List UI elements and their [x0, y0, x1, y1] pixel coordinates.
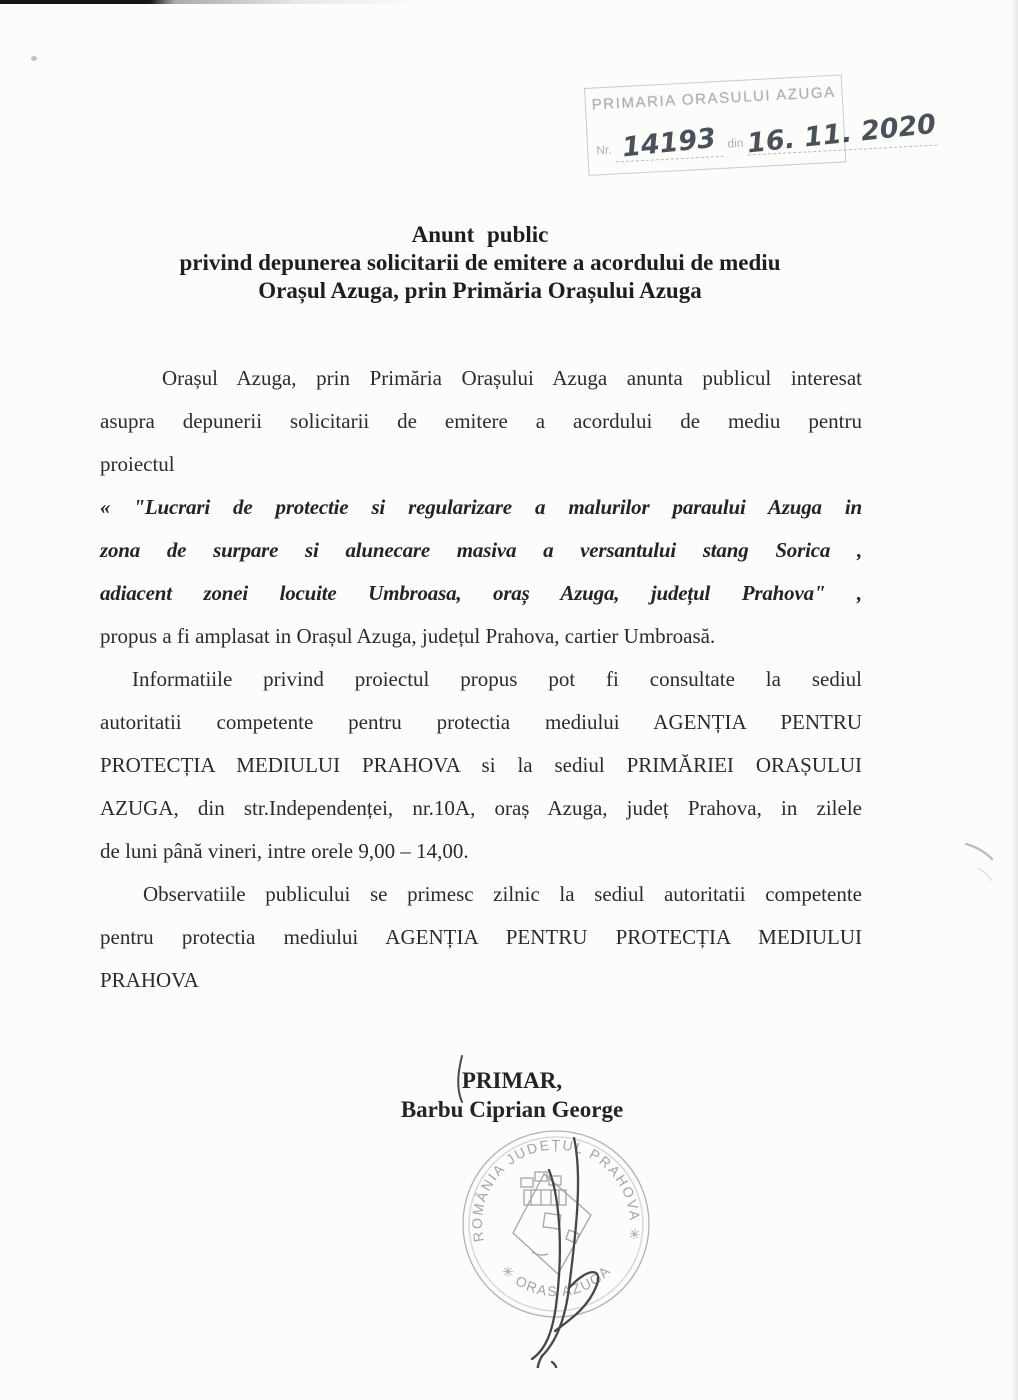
title-line-1: Anunt public	[411, 222, 549, 247]
body-line: « "Lucrari de protectie si regularizare a malurilor paraului Azuga in	[100, 495, 862, 519]
stamp-nr-value: 14193	[621, 122, 718, 164]
title-line-3: Orașul Azuga, prin Primăria Orașului Azuga	[258, 278, 702, 303]
stamp-date-value: 16. 11. 2020	[746, 108, 938, 160]
body-line: AZUGA, din str.Independenței, nr.10A, oraș Azuga, județ Prahova, in zilele	[100, 796, 862, 820]
document-title	[0, 221, 960, 305]
signature-name: Barbu Ciprian George	[400, 1097, 624, 1122]
document-body	[100, 357, 862, 1002]
official-seal	[428, 1112, 684, 1368]
scan-artifact-pen-mark	[958, 832, 1012, 888]
scan-artifact-right-edge	[1011, 0, 1018, 1400]
stamp-din-label: din	[727, 135, 744, 151]
body-line: autoritatii competente pentru protectia mediului AGENȚIA PENTRU	[100, 710, 862, 734]
title-line-2: privind depunerea solicitarii de emitere a acordului de mediu	[179, 250, 781, 275]
body-line: Observatiile publicului se primesc zilnic la sediul autoritatii competente	[143, 882, 862, 906]
body-line: de luni până vineri, intre orele 9,00 – 14,00.	[100, 839, 469, 863]
body-line: PRAHOVA	[100, 968, 199, 992]
body-line: propus a fi amplasat in Orașul Azuga, județul Prahova, cartier Umbroasă.	[100, 624, 716, 648]
body-line: adiacent zonei locuite Umbroasa, oraș Azuga, județul Prahova" ,	[100, 581, 862, 605]
body-line: PROTECȚIA MEDIULUI PRAHOVA si la sediul PRIMĂRIEI ORAȘULUI	[100, 753, 862, 777]
registration-stamp	[584, 74, 938, 175]
seal-top-text: ROMÂNIA JUDEȚUL PRAHOVA ✳	[468, 1136, 644, 1244]
scan-artifact-top-strip	[0, 0, 430, 4]
stamp-nr-label: Nr.	[595, 142, 612, 158]
body-line: asupra depunerii solicitarii de emitere a acordului de mediu pentru	[100, 409, 862, 433]
body-line: proiectul	[100, 452, 175, 476]
signature-role: PRIMAR,	[461, 1068, 563, 1093]
body-line: zona de surpare si alunecare masiva a versantului stang Sorica ,	[100, 538, 862, 562]
body-line: Informatiile privind proiectul propus pot fi consultate la sediul	[132, 667, 862, 691]
seal-shield-icon	[513, 1172, 591, 1274]
stamp-org-name: PRIMARIA ORASULUI AZUGA	[591, 83, 837, 114]
stamp-nr-slot	[615, 122, 724, 164]
body-line: Orașul Azuga, prin Primăria Orașului Azuga anunta publicul interesat	[162, 366, 862, 390]
seal-bottom-text: ✳ ORAS AZUGA	[498, 1261, 614, 1300]
body-line: pentru protectia mediului AGENȚIA PENTRU PROTECȚIA MEDIULUI	[100, 925, 862, 949]
scan-artifact-dot	[31, 56, 37, 61]
seal-bottom-text-ring	[498, 1262, 614, 1300]
stamp-date-slot	[746, 108, 938, 160]
